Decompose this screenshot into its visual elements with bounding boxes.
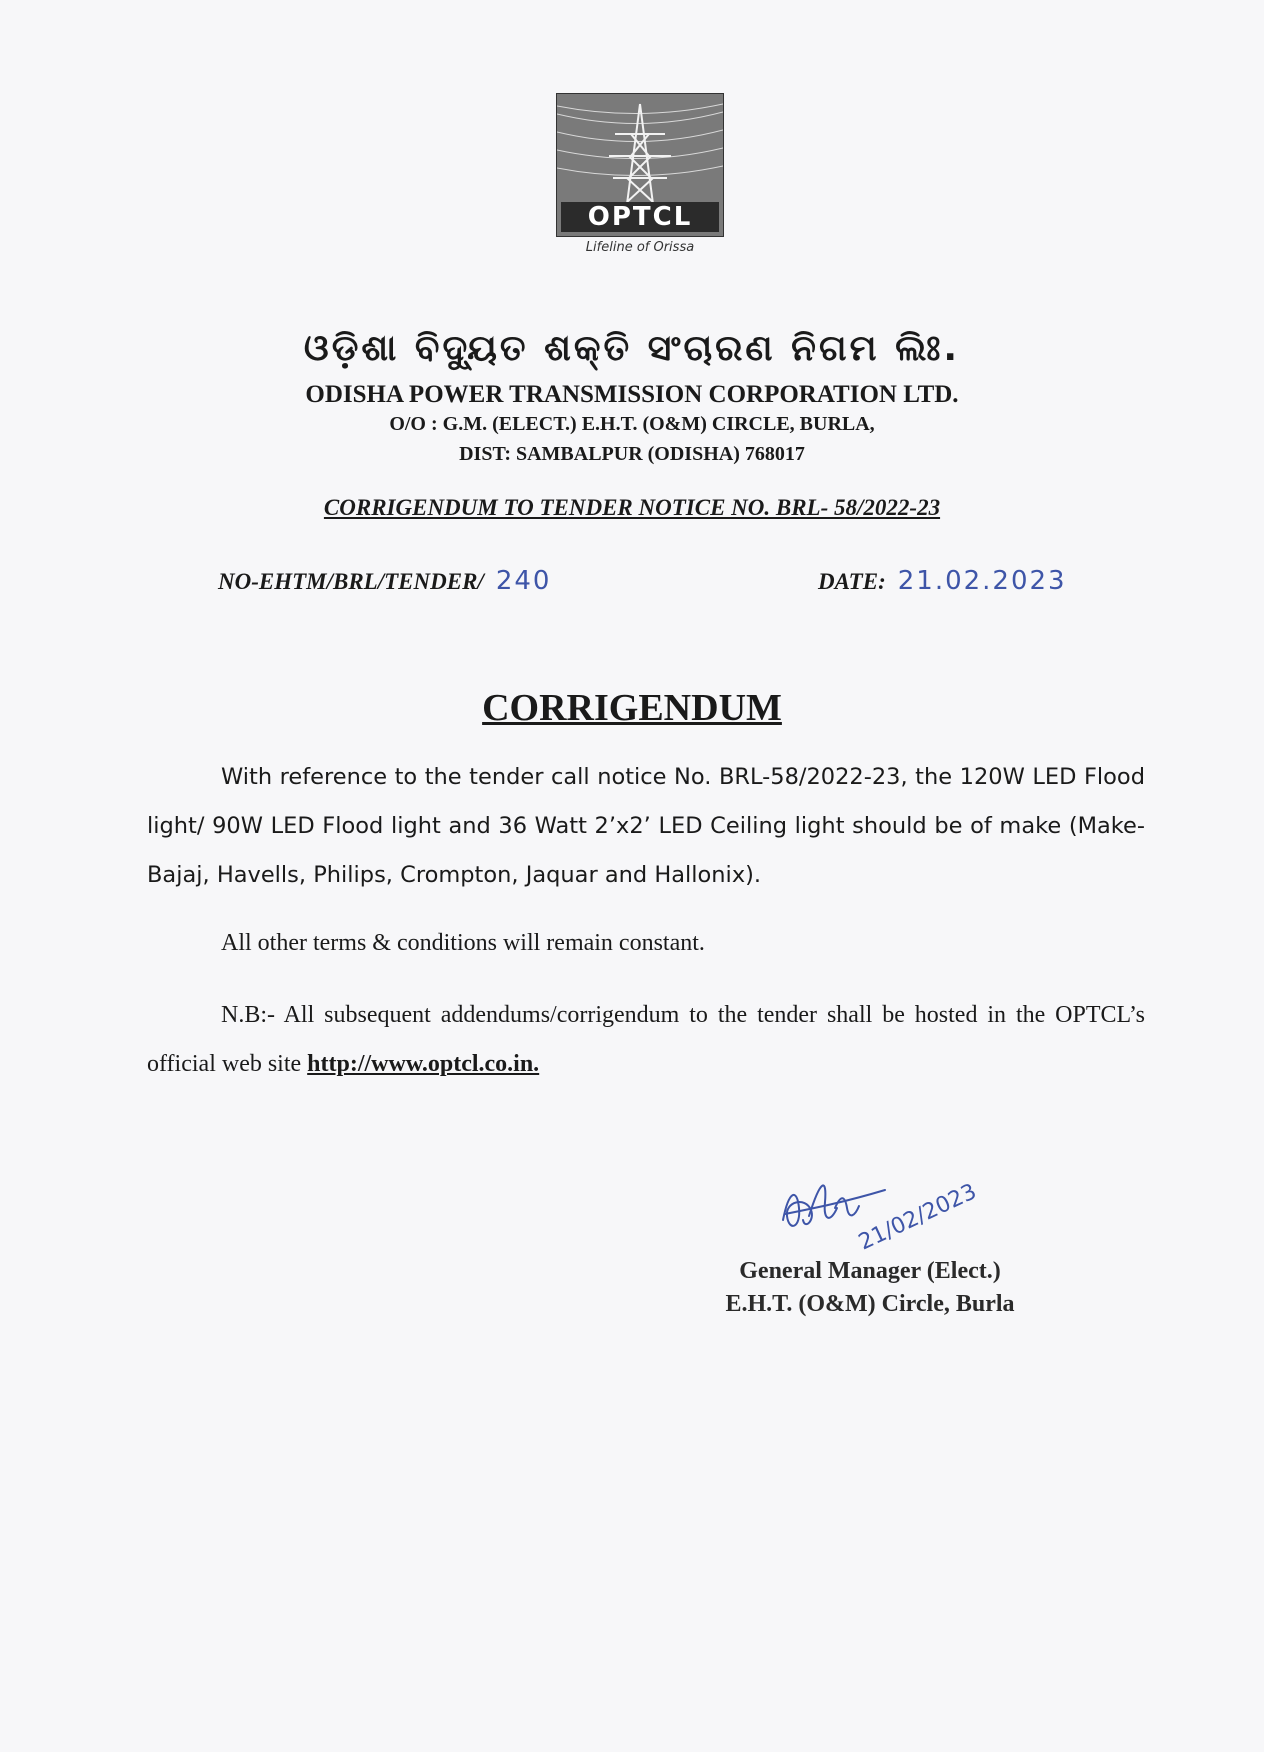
logo-wordmark: OPTCL: [561, 202, 719, 232]
subject-line: CORRIGENDUM TO TENDER NOTICE NO. BRL- 58/2022-23: [323, 495, 941, 520]
handwritten-signature: [775, 1150, 975, 1260]
company-name: ODISHA POWER TRANSMISSION CORPORATION LTD.: [305, 381, 959, 408]
office-address: O/O : G.M. (ELECT.) E.H.T. (O&M) CIRCLE, BURLA,: [389, 413, 875, 435]
reference-number-label: NO-EHTM/BRL/TENDER/: [218, 569, 484, 594]
handwritten-date: 21/02/2023: [854, 1179, 975, 1256]
paragraph-terms: All other terms & conditions will remain constant.: [221, 930, 705, 956]
reference-date-label: DATE:: [818, 569, 886, 594]
signature-block: [680, 1255, 1060, 1321]
paragraph-note-text: N.B:- All subsequent addendums/corrigendum to the tender shall be hosted in the OPTCL’s official web site: [147, 1002, 1145, 1077]
paragraph-reference: With reference to the tender call notice No. BRL-58/2022-23, the 120W LED Flood light/ 90W LED Flood light and 36 Watt 2’x2’ LED Ceiling light should be of make (Make- Bajaj, Havells, Philips, Crompton, Jaquar and Hallonix).: [147, 764, 1145, 888]
paragraph-note: [147, 991, 1145, 1089]
odia-company-name: ଓଡ଼ିଶା ବିଦ୍ୟୁତ ଶକ୍ତି ସଂଚାରଣ ନିଗମ ଲିଃ.: [303, 328, 961, 369]
reference-date-value: 21.02.2023: [897, 566, 1067, 596]
signatory-office: E.H.T. (O&M) Circle, Burla: [725, 1291, 1015, 1317]
reference-date: [818, 566, 1067, 596]
transmission-tower-image: [556, 93, 724, 237]
optcl-logo: [556, 93, 724, 281]
signatory-designation: General Manager (Elect.): [739, 1258, 1001, 1284]
reference-number: [218, 566, 551, 596]
website-link[interactable]: http://www.optcl.co.in.: [307, 1051, 540, 1077]
logo-tagline: Lifeline of Orissa: [585, 240, 695, 255]
reference-number-value: 240: [495, 566, 552, 596]
district-address: DIST: SAMBALPUR (ODISHA) 768017: [459, 443, 805, 465]
document-title: CORRIGENDUM: [482, 687, 782, 729]
